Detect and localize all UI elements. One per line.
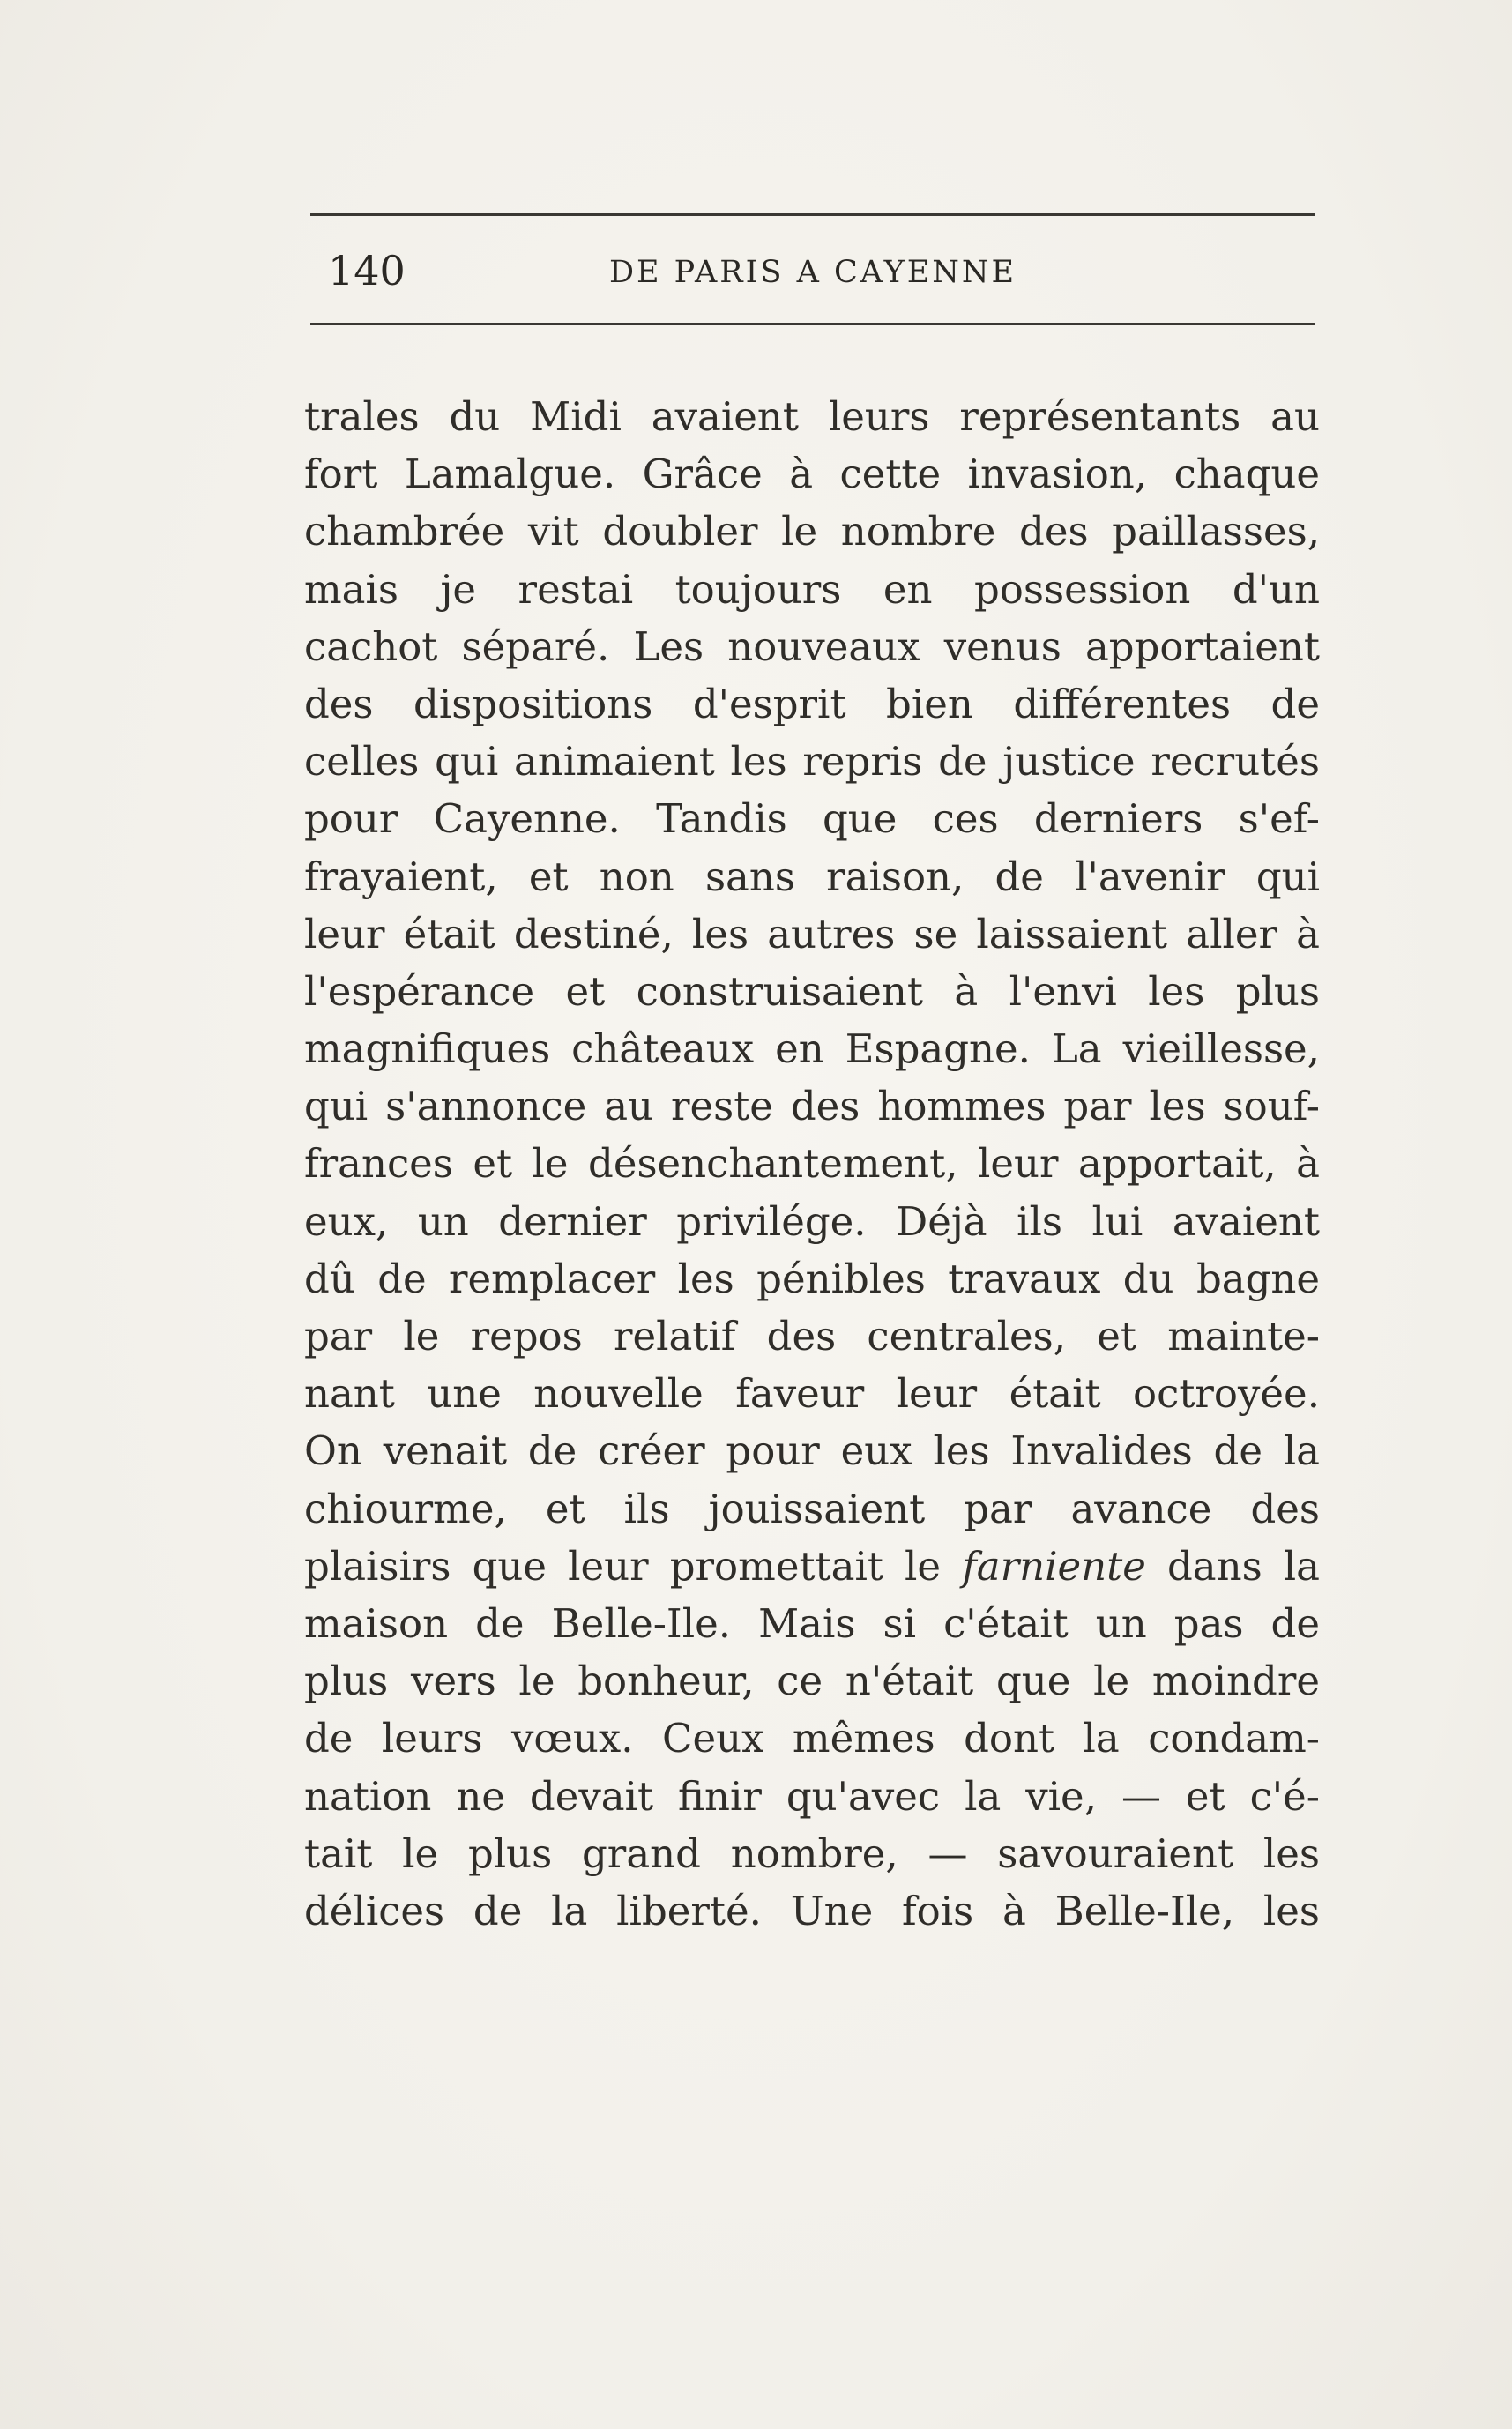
text-line: chiourme, et ils jouissaient par avance des	[304, 1485, 1320, 1532]
text-line: par le repos relatif des centrales, et mainte-	[304, 1313, 1320, 1360]
header-top-rule	[310, 213, 1315, 216]
text-line: leur était destiné, les autres se laissaient aller à	[304, 910, 1320, 957]
text-line: frances et le désenchantement, leur apportait, à	[304, 1140, 1320, 1188]
text-line: frayaient, et non sans raison, de l'avenir qui	[304, 853, 1320, 900]
text-line: cachot séparé. Les nouveaux venus apportaient	[304, 622, 1320, 670]
text-line: nation ne devait finir qu'avec la vie, — et c'é-	[304, 1772, 1320, 1820]
text-line: fort Lamalgue. Grâce à cette invasion, chaque	[304, 451, 1320, 498]
header-bottom-rule	[310, 323, 1315, 325]
text-line: mais je restai toujours en possession d'un	[304, 565, 1320, 613]
text-line: qui s'annonce au reste des hommes par les souf-	[304, 1083, 1320, 1130]
text-line: des dispositions d'esprit bien différentes de	[304, 680, 1320, 727]
text-fragment: dans la	[1166, 1542, 1320, 1590]
running-header	[310, 240, 1315, 302]
italic-word: farniente	[962, 1542, 1146, 1590]
text-line: plus vers le bonheur, ce n'était que le moindre	[304, 1658, 1320, 1705]
text-fragment: plaisirs que leur promettait le	[304, 1542, 942, 1590]
text-line: chambrée vit doubler le nombre des paillasses,	[304, 508, 1320, 555]
text-line: dû de remplacer les pénibles travaux du bagne	[304, 1255, 1320, 1302]
text-line: magnifiques châteaux en Espagne. La vieillesse,	[304, 1025, 1320, 1073]
text-line: maison de Belle-Ile. Mais si c'était un pas de	[304, 1599, 1320, 1647]
text-line: nant une nouvelle faveur leur était octroyée.	[304, 1370, 1320, 1418]
text-line-with-italic	[304, 1538, 1320, 1595]
running-title: DE PARIS A CAYENNE	[608, 255, 1017, 290]
page-number: 140	[328, 247, 406, 294]
text-line: délices de la liberté. Une fois à Belle-Ile, les	[304, 1887, 1320, 1934]
text-line: eux, un dernier privilége. Déjà ils lui avaient	[304, 1197, 1320, 1245]
text-line: celles qui animaient les repris de justice recrutés	[304, 738, 1320, 786]
text-line: de leurs vœux. Ceux mêmes dont la condam-	[304, 1715, 1320, 1762]
body-text	[304, 388, 1320, 1940]
text-line: trales du Midi avaient leurs représentants au	[304, 393, 1320, 440]
text-line: On venait de créer pour eux les Invalides de la	[304, 1427, 1320, 1475]
text-line: tait le plus grand nombre, — savouraient les	[304, 1829, 1320, 1877]
text-line: pour Cayenne. Tandis que ces derniers s'ef-	[304, 795, 1320, 843]
text-line: l'espérance et construisaient à l'envi les plus	[304, 967, 1320, 1015]
